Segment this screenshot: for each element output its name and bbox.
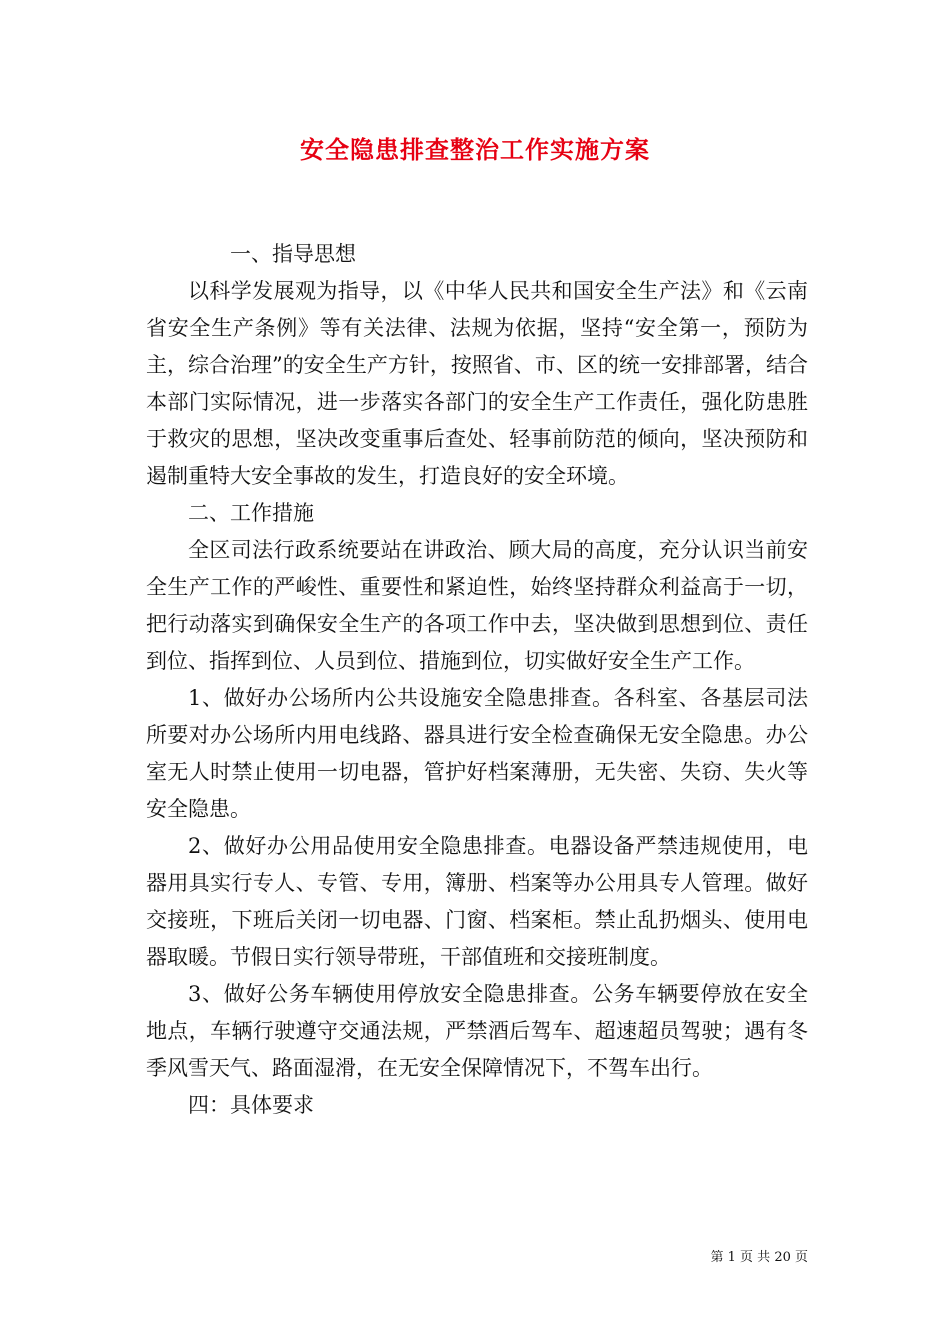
- page-number: 第 1 页 共 20 页: [710, 1250, 808, 1265]
- paragraph-measure-1: 1、做好办公场所内公共设施安全隐患排查。各科室、各基层司法所要对办公场所内用电线路、器具进行安全检查确保无安全隐患。办公室无人时禁止使用一切电器，管护好档案薄册，无失密、失窃、失火等安全隐患。: [146, 686, 808, 821]
- section-heading-guiding-thought: 一、指导思想: [230, 242, 356, 266]
- section-heading-work-measures: 二、工作措施: [188, 501, 314, 525]
- document-body: [146, 236, 808, 1124]
- document-title: 安全隐患排查整治工作实施方案: [300, 135, 650, 164]
- paragraph-measure-3: 3、做好公务车辆使用停放安全隐患排查。公务车辆要停放在安全地点，车辆行驶遵守交通法规，严禁酒后驾车、超速超员驾驶；遇有冬季风雪天气、路面湿滑，在无安全保障情况下，不驾车出行。: [146, 982, 808, 1080]
- paragraph-measure-2: 2、做好办公用品使用安全隐患排查。电器设备严禁违规使用，电器用具实行专人、专管、专用，簿册、档案等办公用具专人管理。做好交接班，下班后关闭一切电器、门窗、档案柜。禁止乱扔烟头、使用电器取暖。节假日实行领导带班，干部值班和交接班制度。: [146, 834, 808, 969]
- paragraph-work-measures: 全区司法行政系统要站在讲政治、顾大局的高度，充分认识当前安全生产工作的严峻性、重要性和紧迫性，始终坚持群众利益高于一切，把行动落实到确保安全生产的各项工作中去，坚决做到思想到位、责任到位、指挥到位、人员到位、措施到位，切实做好安全生产工作。: [146, 538, 808, 673]
- paragraph-guiding-thought: 以科学发展观为指导，以《中华人民共和国安全生产法》和《云南省安全生产条例》等有关法律、法规为依据，坚持“安全第一，预防为主，综合治理”的安全生产方针，按照省、市、区的统一安排部署，结合本部门实际情况，进一步落实各部门的安全生产工作责任，强化防患胜于救灾的思想，坚决改变重事后查处、轻事前防范的倾向，坚决预防和遏制重特大安全事故的发生，打造良好的安全环境。: [146, 279, 808, 488]
- section-heading-requirements: 四：具体要求: [188, 1093, 314, 1117]
